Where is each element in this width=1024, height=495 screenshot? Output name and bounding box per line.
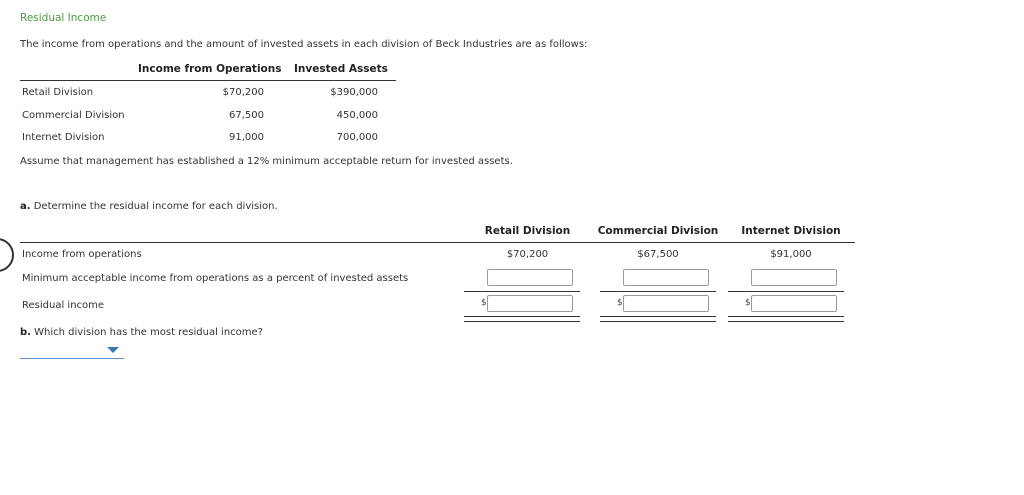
retail-minimum-input[interactable] <box>487 269 573 286</box>
commercial-subtotal-rule <box>600 291 716 292</box>
commercial-dollar-sign: $ <box>617 298 623 308</box>
row-label-commercial: Commercial Division <box>22 110 125 121</box>
commercial-income-value: 67,500 <box>229 110 264 121</box>
part-b-text: Which division has the most residual income? <box>34 327 263 338</box>
most-residual-income-dropdown[interactable] <box>20 345 124 359</box>
part-a-letter: a. <box>20 201 31 212</box>
row-label-internet: Internet Division <box>22 132 105 143</box>
chevron-down-icon[interactable] <box>107 347 119 353</box>
retail-income-value: $70,200 <box>222 87 264 98</box>
row-label-residual-income: Residual income <box>22 300 105 311</box>
question-marker <box>0 238 14 272</box>
part-a-prompt <box>20 201 278 212</box>
internet-income-value: 91,000 <box>229 132 264 143</box>
row-label-income-from-operations: Income from operations <box>22 249 142 260</box>
assumption-text: Assume that management has established a 12% minimum acceptable return for invested assets. <box>20 156 513 167</box>
header-income-from-operations: Income from Operations <box>138 63 282 75</box>
part-a-text: Determine the residual income for each division. <box>33 201 278 212</box>
internet-total-double-rule <box>728 316 844 322</box>
retail-income-cell: $70,200 <box>506 249 549 260</box>
commercial-assets-value: 450,000 <box>336 110 378 121</box>
page-title: Residual Income <box>20 12 107 24</box>
internet-residual-input[interactable] <box>751 295 837 312</box>
internet-assets-value: 700,000 <box>336 132 378 143</box>
column-header-commercial: Commercial Division <box>597 225 719 237</box>
internet-minimum-input[interactable] <box>751 269 837 286</box>
retail-dollar-sign: $ <box>481 298 487 308</box>
commercial-residual-input[interactable] <box>623 295 709 312</box>
commercial-total-double-rule <box>600 316 716 322</box>
commercial-income-cell: $67,500 <box>637 249 679 260</box>
retail-residual-input[interactable] <box>487 295 573 312</box>
internet-subtotal-rule <box>728 291 844 292</box>
retail-subtotal-rule <box>464 291 580 292</box>
header-invested-assets: Invested Assets <box>294 63 388 75</box>
column-header-internet: Internet Division <box>741 225 841 237</box>
internet-income-cell: $91,000 <box>770 249 812 260</box>
intro-text: The income from operations and the amount of invested assets in each division of Beck Industries are as follows: <box>20 39 588 50</box>
row-label-retail: Retail Division <box>22 87 94 98</box>
retail-total-double-rule <box>464 316 580 322</box>
part-b-prompt <box>20 327 263 338</box>
column-header-retail: Retail Division <box>484 225 571 237</box>
internet-dollar-sign: $ <box>745 298 751 308</box>
retail-assets-value: $390,000 <box>330 87 378 98</box>
commercial-minimum-input[interactable] <box>623 269 709 286</box>
answer-table-header-rule <box>20 242 855 243</box>
header-rule <box>20 80 396 81</box>
part-b-letter: b. <box>20 327 31 338</box>
row-label-minimum-acceptable-income: Minimum acceptable income from operations as a percent of invested assets <box>22 273 409 284</box>
